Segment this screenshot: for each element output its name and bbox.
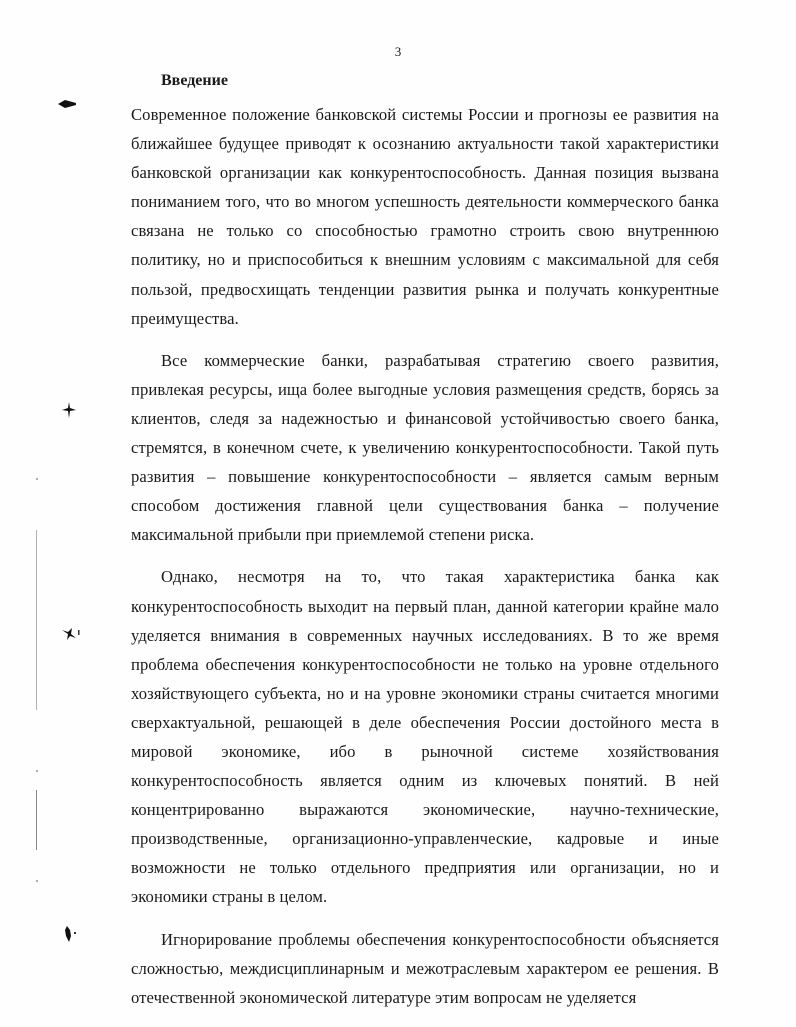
scan-mark-arrow-icon <box>58 100 76 108</box>
scan-speck <box>36 880 38 882</box>
scan-mark-star-icon <box>62 402 76 418</box>
scan-margin-line <box>36 790 37 850</box>
paragraph-2: Все коммерческие банки, разрабатывая стратегию своего развития, привлекая ресурсы, ища более выгодные условия размещения средств, борясь за клиентов, следя за надежностью и финансовой устойчивостью своего банка, стремятся, в конечном счете, к увеличению конкурентоспособности. Такой путь развития – повышение конкурентоспособности – является самым верным способом достижения главной цели существования банка – получение максимальной прибыли при приемлемой степени риска. <box>131 350 719 545</box>
section-heading: Введение <box>161 72 228 89</box>
scan-margin-line <box>36 530 37 710</box>
page-number: 3 <box>394 44 402 59</box>
scan-speck <box>36 478 38 480</box>
scan-speck <box>36 770 38 772</box>
scan-mark-star-icon <box>62 628 80 640</box>
paragraph-4: Игнорирование проблемы обеспечения конкурентоспособности объясняется сложностью, междисциплинарным и межотраслевым характером ее решения. В отечественной экономической литературе этим вопросам не уделяется <box>131 929 719 1007</box>
paragraph-3: Однако, несмотря на то, что такая характеристика банка как конкурентоспособность выходит на первый план, данной категории крайне мало уделяется внимания в современных научных исследованиях. В то же время проблема обеспечения конкурентоспособности не только на уровне отдельного хозяйствующего субъекта, но и на уровне экономики страны считается многими сверхактуальной, решающей в деле обеспечения России достойного места в мировой экономике, ибо в рыночной системе хозяйствования конкурентоспособность является одним из ключевых понятий. В ней концентрированно выражаются экономические, научно-технические, производственные, организационно-управленческие, кадровые и иные возможности не только отдельного предприятия или организации, но и экономики страны в целом. <box>131 567 719 907</box>
paragraph-1: Современное положение банковской системы России и прогнозы ее развития на ближайшее будущее приводят к осознанию актуальности такой характеристики банковской организации как конкурентоспособность. Данная позиция вызвана пониманием того, что во многом успешность деятельности коммерческого банка связана не только со способностью грамотно строить свою внутреннюю политику, но и приспособиться к внешним условиям с максимальной для себя пользой, предвосхищать тенденции развития рынка и получать конкурентные преимущества. <box>131 105 719 328</box>
body-text <box>131 100 719 1012</box>
scan-mark-blot-icon <box>62 926 78 942</box>
